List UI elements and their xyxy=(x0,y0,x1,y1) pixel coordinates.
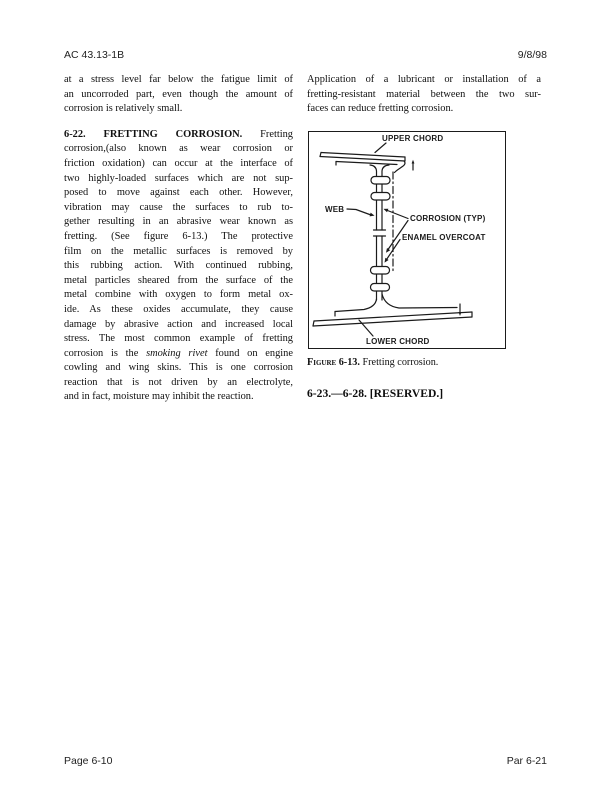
fretting-corrosion-diagram xyxy=(309,132,505,348)
text-line: fretting-resistant material between the two sur- xyxy=(307,88,541,100)
text-line: cowling and wing skins. This is one corrosion xyxy=(64,362,293,374)
text-line: and in fact, moisture may inhibit the reaction. xyxy=(64,391,254,403)
text-line: metal particles sheared from the surface of the xyxy=(64,274,293,286)
text-line: film on the metallic surfaces is removed by xyxy=(64,245,293,257)
figure-box xyxy=(308,131,506,349)
section-6-22 xyxy=(64,128,293,405)
text-line: ide. As these oxides accumulate, they cause xyxy=(64,303,293,315)
italic-line-post: found on engine xyxy=(207,347,293,359)
text-line: damage by abrasive action and increased local xyxy=(64,318,293,330)
figure-caption-label: Figure 6-13. xyxy=(307,357,360,368)
figure-label-lower-chord: LOWER CHORD xyxy=(366,337,430,346)
section-number-title: 6-22. FRETTING CORROSION. xyxy=(64,128,243,140)
text-line: this rubbing action. With continued rubbing, xyxy=(64,260,293,272)
text-line: an uncorroded part, even though the amount of xyxy=(64,88,293,100)
text-line: stress. The most common example of fretting xyxy=(64,333,293,345)
text-line: Application of a lubricant or installation of a xyxy=(307,74,541,85)
footer-par-number: Par 6-21 xyxy=(506,755,547,767)
text-line: faces can reduce fretting corrosion. xyxy=(307,103,454,115)
figure-label-upper-chord: UPPER CHORD xyxy=(382,134,444,143)
footer-page-number: Page 6-10 xyxy=(64,755,113,767)
smoking-rivet-italic: smoking rivet xyxy=(146,347,208,359)
intro-paragraph xyxy=(307,73,541,117)
text-line: reaction that is not driven by an electrolyte, xyxy=(64,376,293,388)
figure-label-enamel-overcoat: ENAMEL OVERCOAT xyxy=(402,233,486,242)
text-line: vibration may cause the surfaces to rub to- xyxy=(64,201,293,213)
text-line: at a stress level far below the fatigue limit of xyxy=(64,74,293,85)
text-line: metal combine with oxygen to form metal ox- xyxy=(64,289,293,301)
text-line: two highly-loaded surfaces which are not sup- xyxy=(64,172,293,184)
left-column xyxy=(64,73,293,405)
text-line: gether resulting in an abrasive wear known as xyxy=(64,216,293,228)
reserved-paragraphs-heading: 6-23.—6-28. [RESERVED.] xyxy=(307,387,444,400)
right-column xyxy=(307,73,541,117)
header-doc-number: AC 43.13-1B xyxy=(64,49,125,61)
figure-caption xyxy=(307,357,547,368)
text-line-with-italic xyxy=(64,347,293,362)
section-heading xyxy=(64,128,293,143)
italic-line-pre: corrosion is the xyxy=(64,347,147,359)
intro-paragraph xyxy=(64,73,293,117)
text-line: posed to move against each other. However, xyxy=(64,187,293,199)
text-line: corrosion,(also known as wear corrosion or xyxy=(64,143,293,155)
header-date: 9/8/98 xyxy=(517,49,547,61)
section-heading-rest: Fretting xyxy=(242,128,293,140)
figure-label-web: WEB xyxy=(325,205,345,214)
text-line: friction oxidation) can occur at the interface of xyxy=(64,157,293,169)
text-line: fretting. (See figure 6-13.) The protective xyxy=(64,230,293,242)
figure-caption-text: Fretting corrosion. xyxy=(359,357,439,368)
figure-label-corrosion: CORROSION (TYP) xyxy=(410,214,486,223)
text-line: corrosion is relatively small. xyxy=(64,103,183,115)
